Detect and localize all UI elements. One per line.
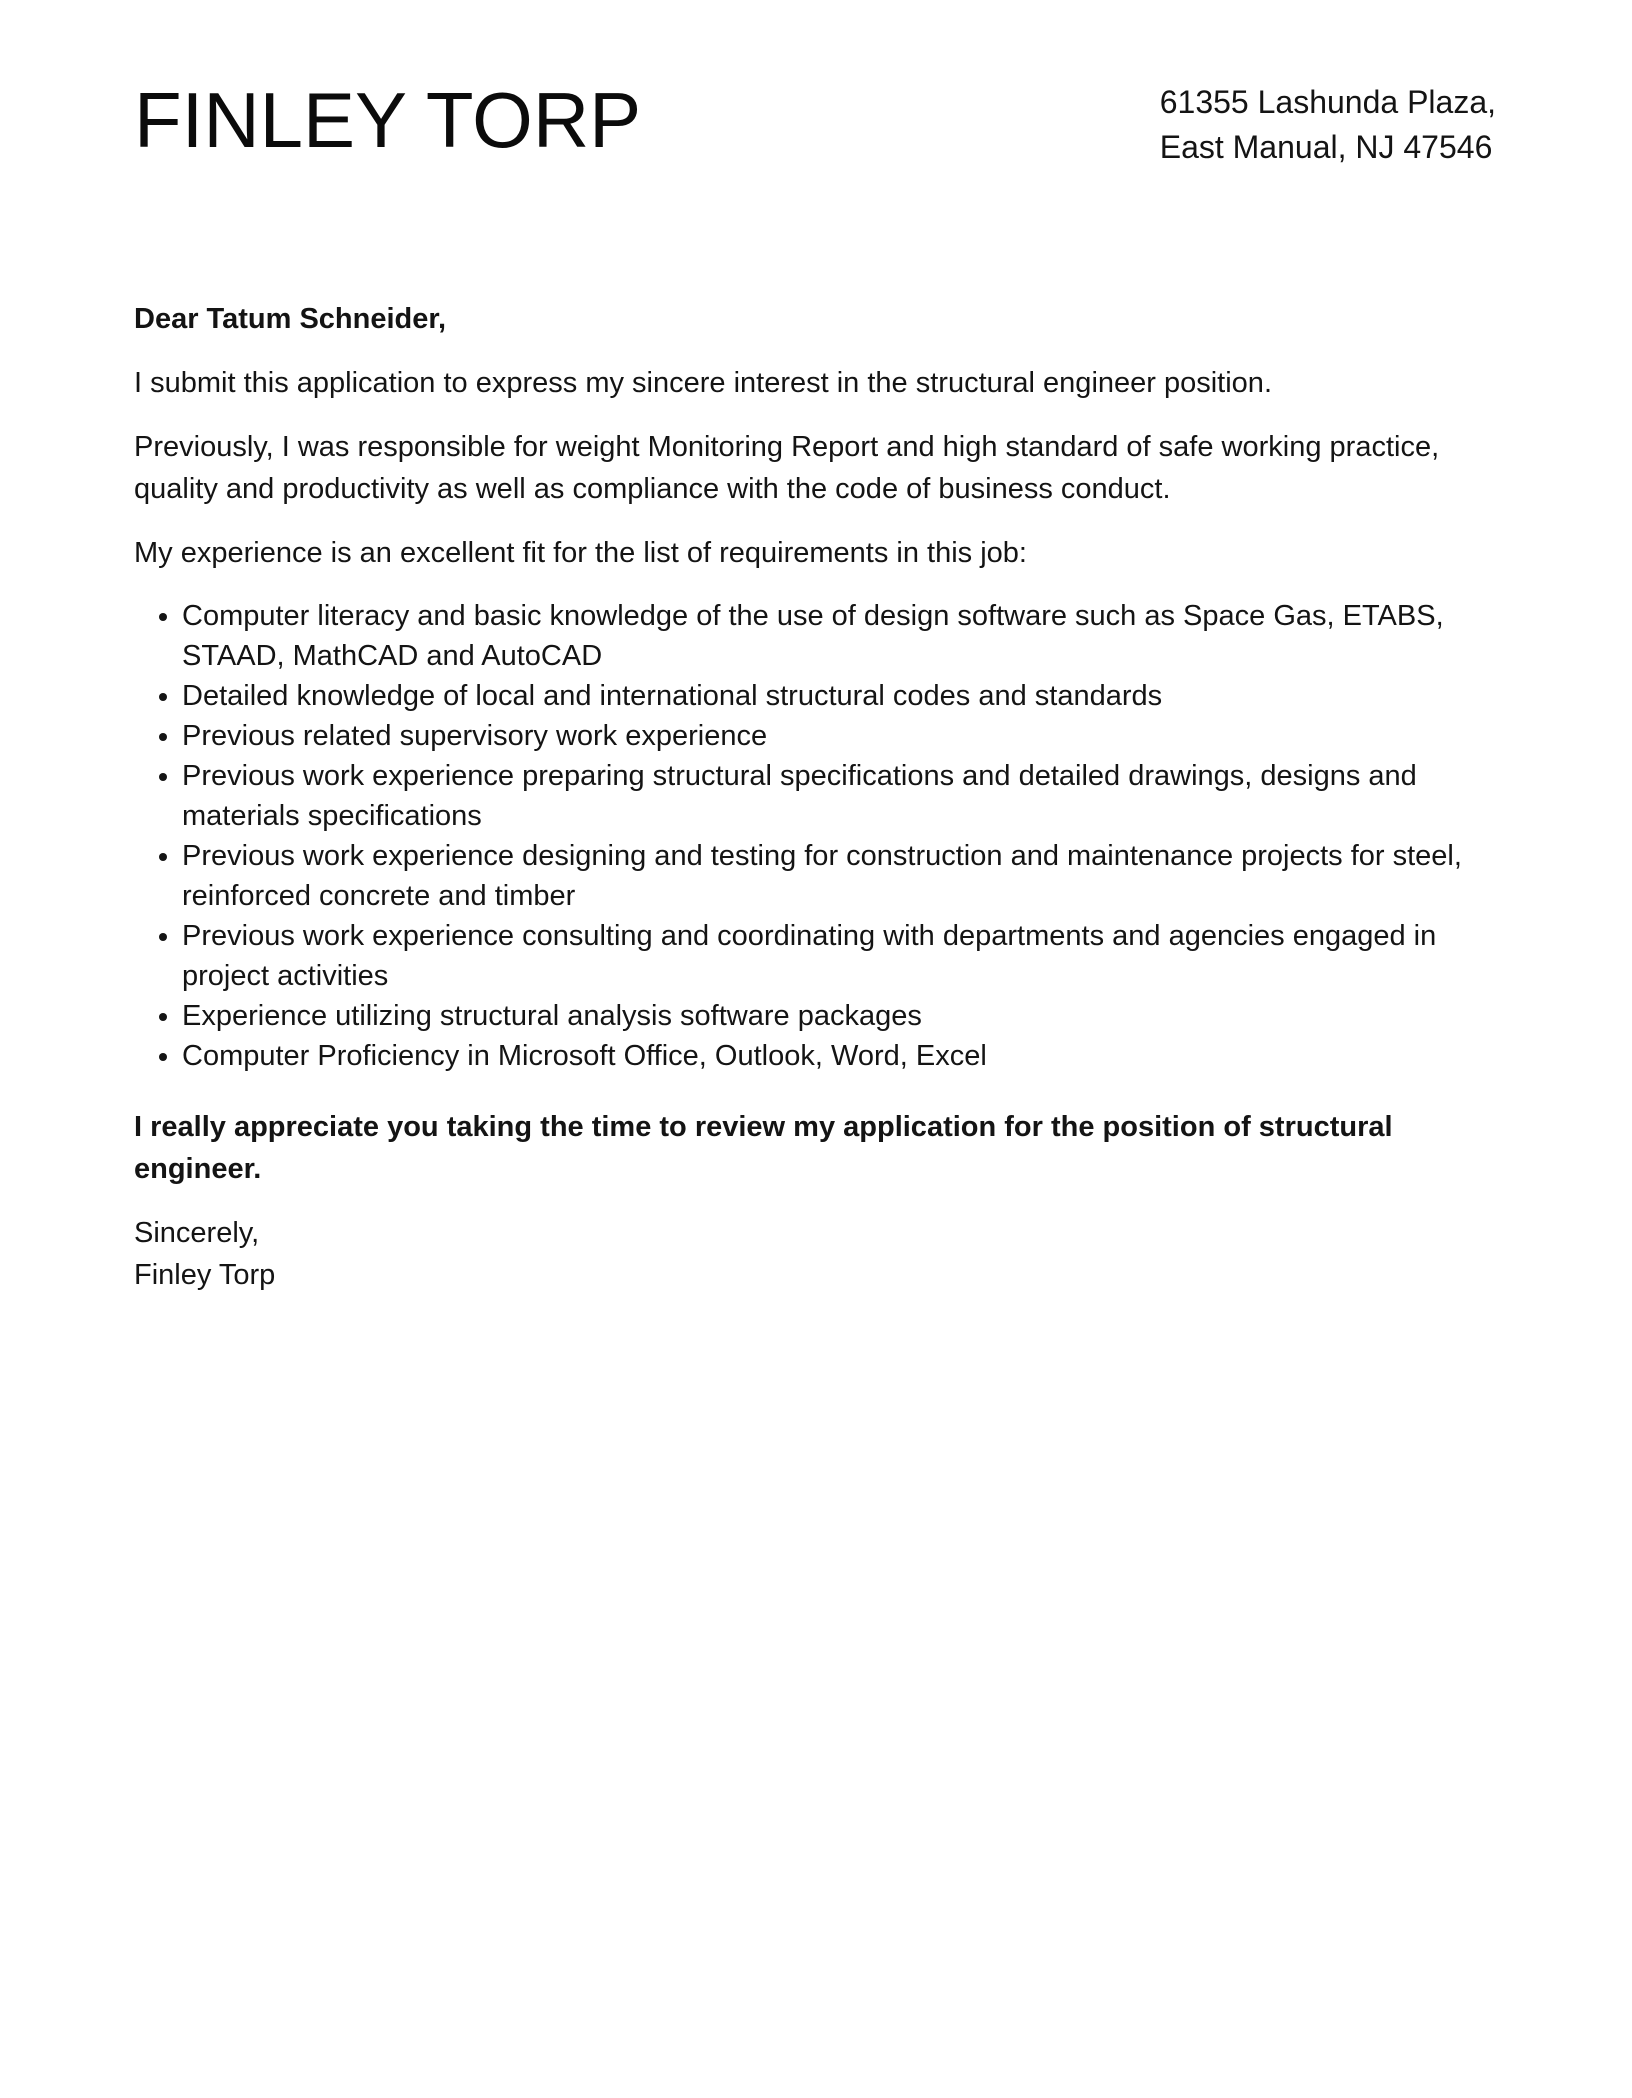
list-item: • Previous work experience preparing structural specifications and detailed drawings, designs and materials specifications (182, 756, 1496, 836)
signoff-block (134, 1212, 1496, 1296)
address-line-2: East Manual, NJ 47546 (1159, 129, 1493, 165)
list-item: • Computer Proficiency in Microsoft Office, Outlook, Word, Excel (182, 1036, 1496, 1076)
letter-body (134, 298, 1496, 1296)
list-item: • Computer literacy and basic knowledge of the use of design software such as Space Gas, ETABS, STAAD, MathCAD and AutoCAD (182, 596, 1496, 676)
intro-paragraph: I submit this application to express my sincere interest in the structural engineer position. (134, 367, 1272, 399)
list-item: • Previous work experience consulting and coordinating with departments and agencies engaged in project activities (182, 916, 1496, 996)
previous-paragraph: Previously, I was responsible for weight Monitoring Report and high standard of safe working practice, quality and productivity as well as compliance with the code of business conduct. (134, 431, 1440, 505)
address-line-1: 61355 Lashunda Plaza, (1159, 84, 1496, 120)
list-item: • Detailed knowledge of local and international structural codes and standards (182, 676, 1496, 716)
list-item: • Experience utilizing structural analysis software packages (182, 996, 1496, 1036)
applicant-address (1160, 80, 1496, 170)
letter-header (134, 74, 1496, 194)
signoff: Sincerely, (134, 1217, 260, 1249)
list-item: • Previous related supervisory work experience (182, 716, 1496, 756)
list-item: • Previous work experience designing and testing for construction and maintenance projects for steel, reinforced concrete and timber (182, 836, 1496, 916)
fit-intro-paragraph: My experience is an excellent fit for the list of requirements in this job: (134, 537, 1027, 569)
closing-paragraph: I really appreciate you taking the time to review my application for the position of structural engineer. (134, 1111, 1393, 1185)
requirements-list (134, 596, 1496, 1076)
signature-name: Finley Torp (134, 1259, 276, 1291)
greeting: Dear Tatum Schneider, (134, 303, 447, 335)
applicant-name: FINLEY TORP (134, 76, 642, 164)
